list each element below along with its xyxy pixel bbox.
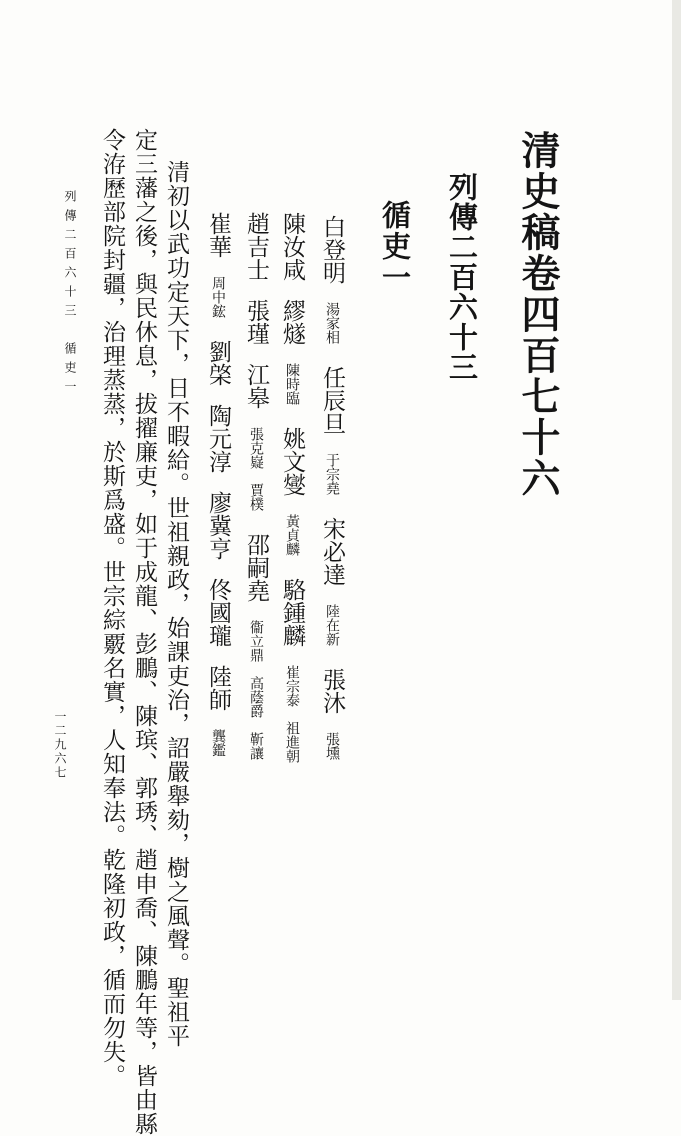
- volume-title: 清史稿卷四百七十六: [515, 130, 561, 499]
- section-heading: 循吏一: [378, 200, 412, 293]
- biography-name: 宋必達: [319, 517, 345, 586]
- biography-name: 崔華: [205, 212, 231, 258]
- attached-biography-names: 周中鋐: [210, 262, 226, 318]
- name-column: [244, 212, 267, 764]
- preface-text-column: 清初以武功定天下，日不暇給。世祖親政，始課吏治，詔嚴舉劾，樹之風聲。聖祖平: [163, 160, 189, 1048]
- attached-biography-names: 衞立鼎 高蔭爵 靳讓: [248, 606, 264, 760]
- page-edge-shadow: [672, 0, 681, 1000]
- name-column: [320, 215, 343, 764]
- chapter-subtitle: 列傳二百六十三: [445, 172, 479, 382]
- margin-chapter-label: 列傳二百六十三 循吏一: [63, 190, 77, 399]
- biography-name: 佟國瓏: [205, 578, 231, 647]
- biography-name: 江皋: [243, 363, 269, 409]
- attached-biography-names: 陸在新: [324, 590, 340, 646]
- attached-biography-names: 陳時臨: [284, 349, 300, 405]
- attached-biography-names: 張壎: [324, 718, 340, 760]
- biography-name: 劉棨: [205, 340, 231, 386]
- name-column: [280, 212, 303, 767]
- biography-name: 張沐: [319, 668, 345, 714]
- attached-biography-names: 黃貞麟: [284, 500, 300, 556]
- name-column: [206, 212, 229, 761]
- preface-text-column: 定三藩之後，與民休息，拔擢廉吏，如于成龍、彭鵬、陳瑸、郭琇、趙申喬、陳鵬年等，皆由縣: [131, 128, 157, 1136]
- biography-name: 駱鍾麟: [279, 578, 305, 647]
- biography-name: 陸師: [205, 665, 231, 711]
- biography-name: 陶元淳: [205, 404, 231, 473]
- preface-text-column: 令洊歷部院封疆，治理蒸蒸，於斯爲盛。世宗綜覈名實，人知奉法。乾隆初政，循而勿失。: [99, 128, 125, 1088]
- attached-biography-names: 湯家相: [324, 288, 340, 344]
- biography-name: 繆燧: [279, 299, 305, 345]
- biography-name: 趙吉士: [243, 212, 269, 281]
- attached-biography-names: 崔宗泰 祖進朝: [284, 651, 300, 763]
- attached-biography-names: 張克嶷 賈樸: [248, 413, 264, 511]
- biography-name: 姚文燮: [279, 427, 305, 496]
- biography-name: 陳汝咸: [279, 212, 305, 281]
- biography-name: 白登明: [319, 215, 345, 284]
- biography-name: 廖冀亨: [205, 491, 231, 560]
- page-number: 一二九六七: [53, 710, 67, 780]
- biography-name: 邵嗣堯: [243, 533, 269, 602]
- attached-biography-names: 于宗堯: [324, 439, 340, 495]
- biography-name: 張瑾: [243, 299, 269, 345]
- biography-name: 任辰旦: [319, 366, 345, 435]
- attached-biography-names: 龔鑑: [210, 715, 226, 757]
